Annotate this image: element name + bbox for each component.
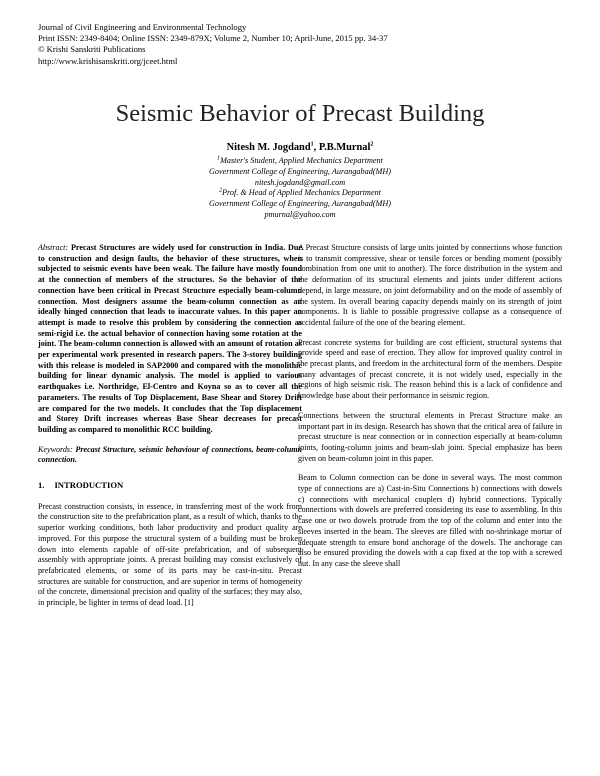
author-line <box>0 142 600 153</box>
right-paragraph-3: Connections between the structural elements in Precast Structure make an important part in its design. Research has shown that the critical area of failure in precast structure is near connection or in connection especially at beam-column joints, footing-column joints and beam-slab joint. Special emphasize has been given on beam-column joint in this paper. <box>298 410 562 463</box>
right-paragraph-2: Precast concrete systems for building are cost efficient, structural systems that provide speed and ease of erection. They allow for improved quality control in the precast plants, and freedom in the architectural form of the members. Despite many advantages of precast concrete, it is not widely used, especially in the regions of high seismic risk. The reason behind this is a lack of confidence and knowledge base about their performance in seismic region. <box>298 337 562 401</box>
section-title: INTRODUCTION <box>54 480 124 491</box>
affiliation-2-college: Government College of Engineering, Aurangabad(MH) <box>209 199 391 209</box>
abstract <box>38 243 302 436</box>
affiliations <box>0 156 600 221</box>
journal-name: Journal of Civil Engineering and Environmental Technology <box>38 22 247 32</box>
left-column <box>38 243 302 618</box>
journal-publisher: © Krishi Sanskriti Publications <box>38 44 146 55</box>
right-paragraph-1: A Precast Structure consists of large units jointed by connections whose function is to transmit compressive, shear or tensile forces or bending moment (possibly combination from one unit to another). The force distribution in the system and the deformation of its structural elements and joints under different actions depend, in large measure, on joint deformability and on the mode of assembly of the system. Its overall bearing capacity depends mainly on its strength of joint components. It is liable to possible progressive collapse as a consequence of accidental failure of the one of the bearing element. <box>298 243 562 327</box>
right-column <box>298 243 562 579</box>
affiliation-2-email[interactable]: pmurnal@yahoo.com <box>264 209 336 219</box>
right-paragraph-4: Beam to Column connection can be done in several ways. The most common type of connections are a) Cast-in-Situ Connections b) connections with dowels c) connections with mechanical couplers d) hybrid connections. Typically connections with dowels are preferred considering its ease to assembling. In this case one or two dowels protrude from the top of the column and enter into the sleeves inserted in the beam. The sleeves are filled with no-shrinkage mortar of adequate strength to ensure bond anchorage of the dowels. The anchorage can also be ensured providing the dowels with a cap fixed at the top with a screwed nut. In any case the sleeve shall <box>298 473 562 568</box>
author-2: P.B.Murnal <box>318 142 371 153</box>
affiliation-1-email[interactable]: nitesh.jogdand@gmail.com <box>254 177 346 187</box>
paper-title: Seismic Behavior of Precast Building <box>115 100 485 127</box>
author-separator: , <box>313 142 319 153</box>
keywords <box>38 445 302 466</box>
section-number: 1. <box>38 480 45 491</box>
abstract-text: Precast Structures are widely used for construction in India. Due to construction and design faults, the behavior of these structures, when subjected to seismic events have been weak. The failure have mostly found at the connection of members of the structures. So the behavior of the connection have been critical in Precast Structure especially beam-column connection. Most designers assume the beam-column connection as an ideally hinged connection that leads to inaccurate values. In this paper an attempt is made to resolve this problem by considering the connection as semi-rigid i.e. the actual behavior of connection having some rotation at the joint. The beam-column connection is allowed with an amount of rotation as per experimental work presented in research papers. The 3-storey building with this release is modeled in SAP2000 and compared with the monolithic building for linear dynamic analysis. The model is applied to various earthquakes i.e. Northridge, El-Centro and Koyna so as to cover all the parameters. The results of Top Displacement, Base Shear and Storey Drift are compared for the two models. It concludes that the Top displacement and Storey Drift increases whereas Base Shear decreases for precast building as compared to monolithic RCC building. <box>38 243 302 434</box>
affiliation-2-role: $^2$Prof. & Head of Applied Mechanics Department <box>219 187 381 198</box>
journal-issn: Print ISSN: 2349-8404; Online ISSN: 2349-879X; Volume 2, Number 10; April-June, 2015 pp. 34-37 <box>38 33 388 44</box>
author-2-sup: 2 <box>370 141 374 148</box>
section-heading-introduction <box>38 480 302 491</box>
author-1: Nitesh M. Jogdand <box>226 142 311 153</box>
affiliation-1-role: $^1$Master's Student, Applied Mechanics Department <box>217 155 383 165</box>
affiliation-1-college: Government College of Engineering, Aurangabad(MH) <box>209 166 391 176</box>
abstract-label: Abstract: <box>38 243 69 252</box>
affiliation-1-sup: 1 <box>217 155 221 162</box>
keywords-label: Keywords: <box>38 444 73 454</box>
author-1-sup: 1 <box>310 141 314 148</box>
journal-header <box>38 22 388 67</box>
intro-paragraph-1: Precast construction consists, in essence, in transferring most of the work from the construction site to the prefabrication plant, as a result of which, thanks to the superior working conditions, both labor productivity and product quality are improved. For this purpose the structural system of a building must be broken down into elements capable of off-site prefabrication, and of subsequent assembly with appropriate joints. A precast building may consist exclusively of prefabricated elements, or some of its parts may be cast-in-situ. Precast structures are suitable for construction, and are superior in terms of homogeneity of the concrete, dimensional precision and quality of the surfaces; they may also, in principle, be lighter in terms of dead load. [1] <box>38 501 302 608</box>
journal-url[interactable]: http://www.krishisanskriti.org/jceet.html <box>38 55 178 66</box>
affiliation-2-sup: 2 <box>219 187 223 194</box>
keywords-text: Precast Structure, seismic behaviour of connections, beam-column connection. <box>38 444 302 465</box>
